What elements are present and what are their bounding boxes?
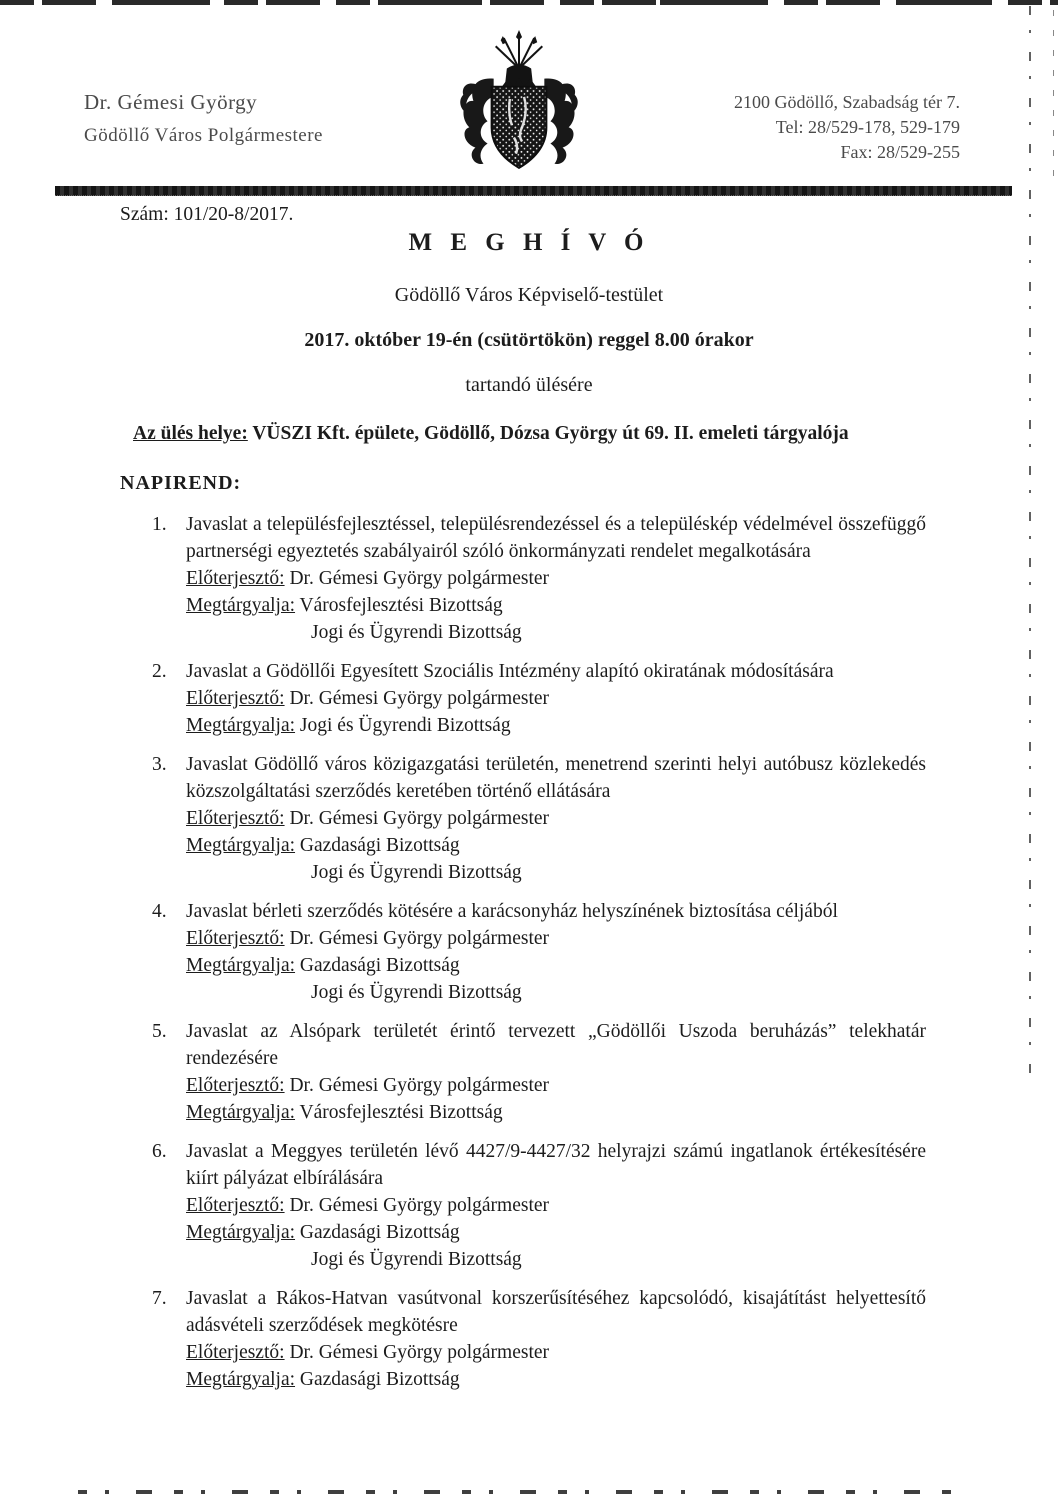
discussed-by-label: Megtárgyalja: xyxy=(186,1369,296,1390)
presenter-value: Dr. Gémesi György polgármester xyxy=(284,568,550,589)
discussed-by-label: Megtárgyalja: xyxy=(186,1222,296,1243)
coat-of-arms-icon xyxy=(452,28,586,178)
contact-fax: Fax: 28/529-255 xyxy=(840,142,960,162)
agenda-item-title: Javaslat a Meggyes területén lévő 4427/9-4427/32 helyrajzi számú ingatlanok értékesítésére kiírt pályázat elbírálására xyxy=(186,1141,926,1189)
discussed-by-row xyxy=(186,1366,926,1393)
presenter-label: Előterjesztő: xyxy=(186,1075,285,1096)
document-title: M E G H Í V Ó xyxy=(408,229,650,256)
agenda-item-title: Javaslat Gödöllő város közigazgatási területén, menetrend szerinti helyi autóbusz közlekedés közszolgáltatási szerződés keretében történő ellátására xyxy=(186,754,926,802)
presenter-value: Dr. Gémesi György polgármester xyxy=(284,808,550,829)
location-label: Az ülés helye: xyxy=(133,423,248,444)
scan-artifact-top-line xyxy=(0,0,1058,5)
presenter-value: Dr. Gémesi György polgármester xyxy=(284,1342,550,1363)
meeting-location xyxy=(133,423,943,445)
presenter-label: Előterjesztő: xyxy=(186,568,285,589)
presenter-row xyxy=(186,685,926,712)
agenda-item-number: 7. xyxy=(152,1288,167,1309)
agenda-item-number: 2. xyxy=(152,661,167,682)
agenda-item-number: 6. xyxy=(152,1141,167,1162)
presenter-value: Dr. Gémesi György polgármester xyxy=(284,1195,550,1216)
agenda-item-body xyxy=(186,511,926,646)
discussed-by-row xyxy=(186,1219,926,1246)
presenter-row xyxy=(186,1072,926,1099)
presenter-label: Előterjesztő: xyxy=(186,928,285,949)
meeting-phrase: tartandó ülésére xyxy=(465,374,593,396)
agenda-item xyxy=(152,658,1058,739)
discussed-by-row xyxy=(186,1099,926,1126)
contact-address: 2100 Gödöllő, Szabadság tér 7. xyxy=(734,92,960,112)
agenda-item-number: 1. xyxy=(152,514,167,535)
presenter-row xyxy=(186,805,926,832)
contact-block xyxy=(734,90,960,165)
agenda-item-title: Javaslat a Rákos-Hatvan vasútvonal korszerűsítéséhez kapcsolódó, kisajátítást helyettesítő adásvételi szerződések megkötésre xyxy=(186,1288,926,1336)
header-separator-rule xyxy=(55,186,1012,196)
presenter-label: Előterjesztő: xyxy=(186,808,285,829)
scan-artifact-far-right-ticks xyxy=(1053,10,1054,180)
discussed-by-label: Megtárgyalja: xyxy=(186,1102,296,1123)
agenda-item xyxy=(152,1285,1058,1393)
discussed-by-extra: Jogi és Ügyrendi Bizottság xyxy=(311,1249,522,1270)
presenter-value: Dr. Gémesi György polgármester xyxy=(284,1075,550,1096)
contact-phone: Tel: 28/529-178, 529-179 xyxy=(775,117,960,137)
presenter-value: Dr. Gémesi György polgármester xyxy=(284,688,550,709)
discussed-by-value: Gazdasági Bizottság xyxy=(295,1222,460,1243)
meeting-datetime: 2017. október 19-én (csütörtökön) reggel 8.00 órakor xyxy=(304,329,754,351)
agenda-item-body xyxy=(186,1285,926,1393)
presenter-label: Előterjesztő: xyxy=(186,1195,285,1216)
reference-number: Szám: 101/20-8/2017. xyxy=(120,204,294,225)
agenda-item-number: 3. xyxy=(152,754,167,775)
agenda-item-body xyxy=(186,751,926,886)
document-body xyxy=(0,197,1058,1405)
discussed-by-row xyxy=(186,712,926,739)
discussed-by-row xyxy=(186,832,926,859)
agenda-item xyxy=(152,1138,1058,1273)
discussed-by-row xyxy=(186,952,926,979)
discussed-by-label: Megtárgyalja: xyxy=(186,715,296,736)
scan-artifact-bottom-line xyxy=(78,1490,958,1494)
discussed-by-value: Gazdasági Bizottság xyxy=(295,835,460,856)
agenda-heading: NAPIREND: xyxy=(120,472,242,494)
agenda-item-title: Javaslat a Gödöllői Egyesített Szociális Intézmény alapító okiratának módosítására xyxy=(186,661,834,682)
location-value: VÜSZI Kft. épülete, Gödöllő, Dózsa György út 69. II. emeleti tárgyalója xyxy=(247,423,849,444)
agenda-item xyxy=(152,898,1058,1006)
agenda-item-body xyxy=(186,658,926,739)
discussed-by-value: Városfejlesztési Bizottság xyxy=(295,1102,503,1123)
sender-title: Gödöllő Város Polgármestere xyxy=(84,125,323,146)
presenter-row xyxy=(186,1192,926,1219)
discussed-by-label: Megtárgyalja: xyxy=(186,595,296,616)
discussed-by-label: Megtárgyalja: xyxy=(186,955,296,976)
organization-name: Gödöllő Város Képviselő-testület xyxy=(394,284,664,306)
presenter-value: Dr. Gémesi György polgármester xyxy=(284,928,550,949)
presenter-row xyxy=(186,925,926,952)
presenter-label: Előterjesztő: xyxy=(186,688,285,709)
agenda-item-number: 4. xyxy=(152,901,167,922)
agenda-item-body xyxy=(186,1018,926,1126)
discussed-by-row xyxy=(186,592,926,619)
discussed-by-value: Gazdasági Bizottság xyxy=(295,955,460,976)
discussed-by-label: Megtárgyalja: xyxy=(186,835,296,856)
discussed-by-extra: Jogi és Ügyrendi Bizottság xyxy=(311,862,522,883)
sender-name: Dr. Gémesi György xyxy=(84,90,258,114)
agenda-item xyxy=(152,751,1058,886)
discussed-by-extra: Jogi és Ügyrendi Bizottság xyxy=(311,622,522,643)
agenda-list xyxy=(0,511,1058,1393)
presenter-label: Előterjesztő: xyxy=(186,1342,285,1363)
sender-block xyxy=(84,90,323,147)
discussed-by-value: Jogi és Ügyrendi Bizottság xyxy=(295,715,511,736)
agenda-item-title: Javaslat a településfejlesztéssel, településrendezéssel és a településkép védelmével összefüggő partnerségi egyeztetés szabályairól szóló önkormányzati rendelet megalkotására xyxy=(186,514,926,562)
agenda-item xyxy=(152,511,1058,646)
agenda-item-title: Javaslat az Alsópark területét érintő tervezett „Gödöllői Uszoda beruházás” telekhatár rendezésére xyxy=(186,1021,926,1069)
agenda-item-title: Javaslat bérleti szerződés kötésére a karácsonyház helyszínének biztosítása céljából xyxy=(186,901,838,922)
agenda-item-body xyxy=(186,898,926,1006)
agenda-item xyxy=(152,1018,1058,1126)
agenda-item-body xyxy=(186,1138,926,1273)
agenda-item-number: 5. xyxy=(152,1021,167,1042)
presenter-row xyxy=(186,1339,926,1366)
discussed-by-value: Városfejlesztési Bizottság xyxy=(295,595,503,616)
discussed-by-extra: Jogi és Ügyrendi Bizottság xyxy=(311,982,522,1003)
discussed-by-value: Gazdasági Bizottság xyxy=(295,1369,460,1390)
presenter-row xyxy=(186,565,926,592)
